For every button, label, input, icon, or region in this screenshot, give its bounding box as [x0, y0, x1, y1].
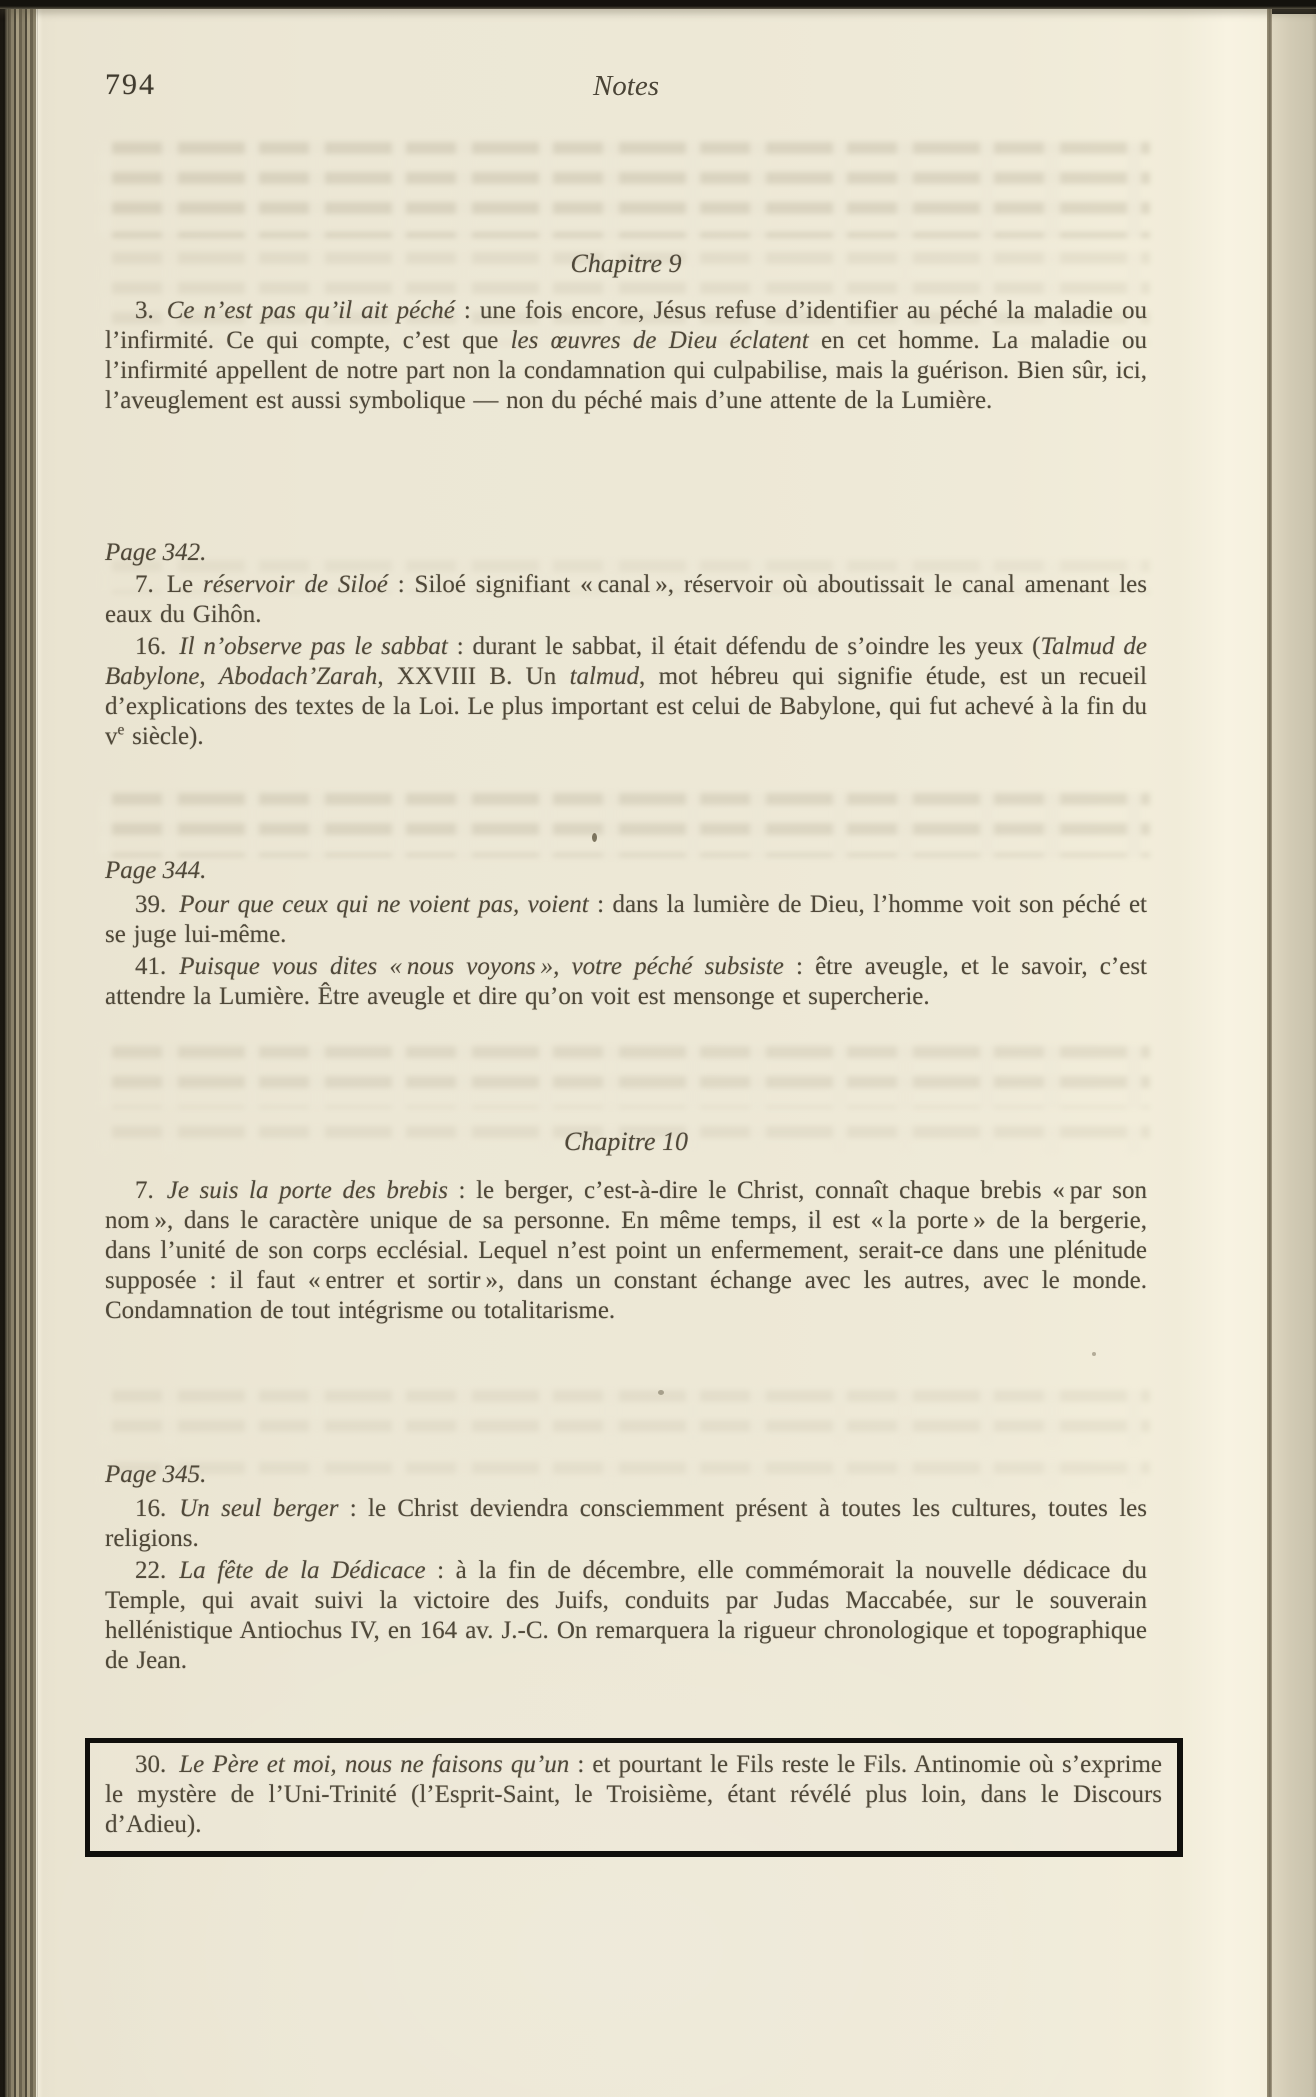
header-title: Notes — [592, 70, 660, 102]
note-number: 41. — [135, 953, 167, 980]
note-41 — [105, 952, 1147, 1012]
note-text: Ce n’est pas qu’il ait péché : une fois encore, Jésus refuse d’identifier au péché la maladie ou l’infirmité. Ce qui compte, c’est que les œuvres de Dieu éclatent en cet homme. La maladie ou l’infirmité appellent de notre part non la condamnation qui culpabilise, mais la guérison. Bien sûr, ici, l’aveuglement est aussi symbolique — non du péché mais d’une attente de la Lumière. — [105, 297, 1147, 414]
note-text: Je suis la porte des brebis : le berger, c’est-à-dire le Christ, connaît chaque brebis « par son nom », dans le caractère unique de sa personne. En même temps, il est « la porte » de la bergerie, dans l’unité de son corps ecclésial. Lequel n’est point un enfermement, serait-ce dans une plénitude supposée : il faut « entrer et sortir », dans un constant échange avec les autres, avec le monde. Condamnation de tout intégrisme ou totalitarisme. — [105, 1177, 1147, 1324]
note-number: 7. — [135, 1177, 154, 1204]
note-39 — [105, 890, 1147, 950]
highlight-box-note-30 — [85, 1738, 1183, 1857]
pageref-344: Page 344. — [105, 857, 207, 884]
chapter-heading-9: Chapitre 9 — [570, 249, 682, 278]
note-text: Il n’observe pas le sabbat : durant le sabbat, il était défendu de s’oindre les yeux (Talmud de Babylone, Abodach’Zarah, XXVIII B. Un talmud, mot hébreu qui signifie étude, est un recueil d’explications des textes de la Loi. Le plus important est celui de Babylone, qui fut achevé à la fin du $v^e$ siècle). — [105, 633, 1148, 750]
chapter-heading-10: Chapitre 10 — [564, 1127, 688, 1156]
note-number: 16. — [135, 1495, 167, 1522]
note-number: 39. — [135, 891, 167, 918]
pageref-342: Page 342. — [105, 539, 207, 566]
note-text: Un seul berger : le Christ deviendra consciemment présent à toutes les cultures, toutes les religions. — [105, 1495, 1147, 1552]
note-number: 22. — [135, 1557, 167, 1584]
bleedthrough-text — [98, 793, 1150, 857]
note-number: 3. — [135, 297, 154, 324]
ink-speck — [1092, 1352, 1096, 1356]
note-16-p345 — [105, 1494, 1147, 1554]
note-30 — [105, 1750, 1162, 1840]
note-number: 30. — [135, 1751, 167, 1778]
note-7-ch10 — [105, 1176, 1147, 1326]
note-text: Le Père et moi, nous ne faisons qu’un : et pourtant le Fils reste le Fils. Antinomie où s’exprime le mystère de l’Uni-Trinité (l’Esprit-Saint, le Troisième, étant révélé plus loin, dans le Discours d’Adieu). — [105, 1751, 1162, 1838]
note-22 — [105, 1556, 1147, 1676]
note-text: Puisque vous dites « nous voyons », votre péché subsiste : être aveugle, et le savoir, c’est attendre la Lumière. Être aveugle et dire qu’on voit est mensonge et supercherie. — [105, 953, 1147, 1010]
bleedthrough-text — [98, 1390, 1150, 1446]
page-right-bright-band — [1178, 0, 1268, 2097]
note-text: La fête de la Dédicace : à la fin de décembre, elle commémorait la nouvelle dédicace du Temple, qui avait suivi la victoire des Juifs, conduits par Judas Maccabée, sur le souverain hellénistique Antiochus IV, en 164 av. J.-C. On remarquera la rigueur chronologique et topographique de Jean. — [105, 1557, 1147, 1674]
page-left-highlight — [36, 0, 43, 2097]
bleedthrough-text — [98, 1046, 1150, 1108]
note-text: Le réservoir de Siloé : Siloé signifiant « canal », réservoir où aboutissait le canal amenant les eaux du Gihôn. — [105, 571, 1147, 628]
ink-speck — [592, 833, 597, 842]
page-top-edge — [0, 0, 1316, 9]
bleedthrough-text — [98, 142, 1150, 238]
note-number: 7. — [135, 571, 154, 598]
note-text: Pour que ceux qui ne voient pas, voient : dans la lumière de Dieu, l’homme voit son péché et se juge lui-même. — [105, 891, 1147, 948]
ink-speck — [658, 1390, 664, 1395]
note-3 — [105, 296, 1147, 416]
page-number: 794 — [105, 68, 156, 101]
note-16-p342 — [105, 632, 1147, 752]
note-number: 16. — [135, 633, 167, 660]
page-right-gutter — [1272, 0, 1316, 2097]
note-7-p342 — [105, 570, 1147, 630]
page-stack-left-edge — [0, 0, 38, 2097]
pageref-345: Page 345. — [105, 1461, 207, 1488]
